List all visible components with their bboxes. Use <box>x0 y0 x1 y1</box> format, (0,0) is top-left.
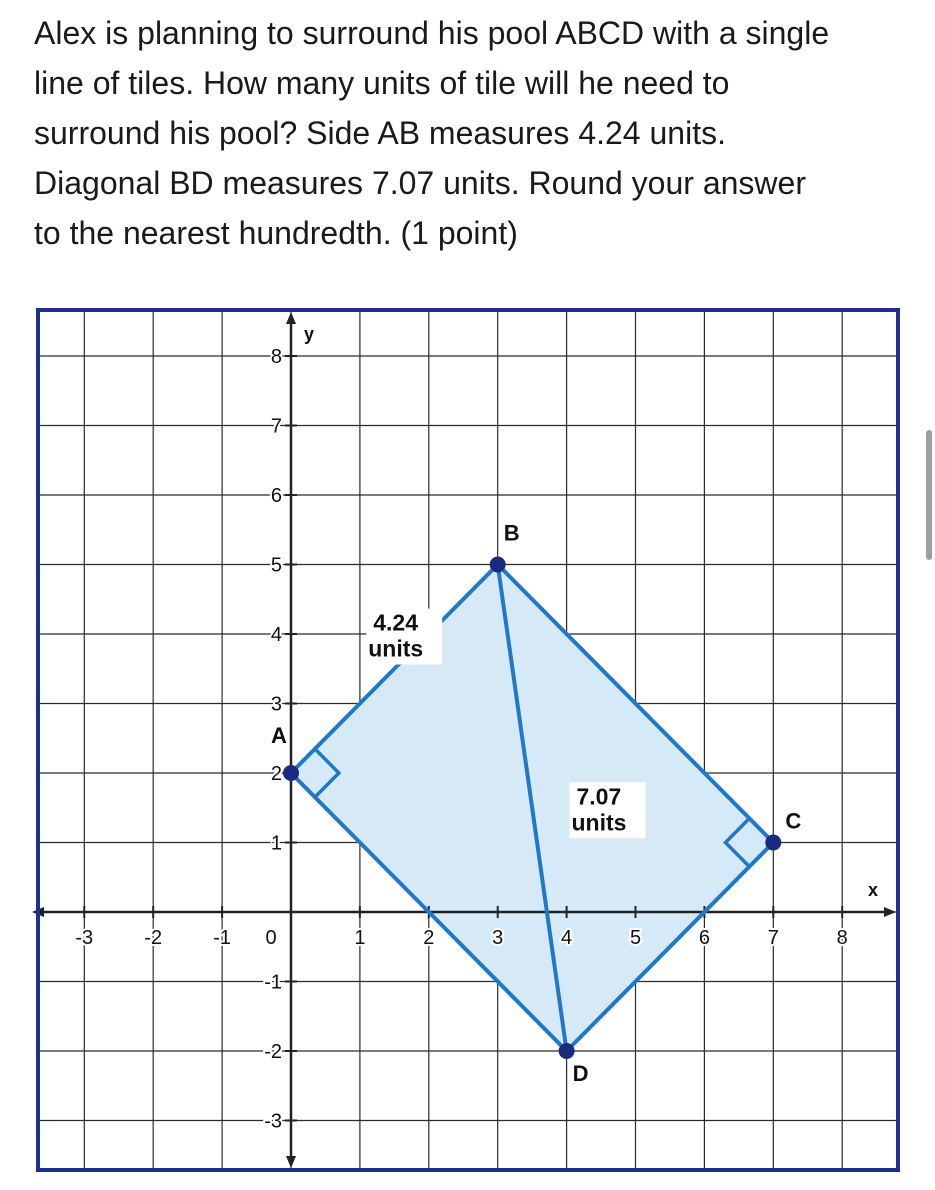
scrollbar[interactable] <box>926 430 932 560</box>
question-line: surround his pool? Side AB measures 4.24 units. <box>34 115 726 151</box>
measurement-value: 4.24 <box>373 609 419 636</box>
vertex-point <box>559 1043 575 1059</box>
y-tick-label: -2 <box>264 1041 282 1063</box>
x-tick-label: 2 <box>423 927 435 949</box>
question-line: to the nearest hundredth. (1 point) <box>34 215 518 251</box>
y-tick-label: 7 <box>270 415 282 438</box>
x-tick-label: -1 <box>213 927 231 949</box>
x-axis-label: x <box>868 880 879 900</box>
question-line: line of tiles. How many units of tile will he need to <box>34 65 730 101</box>
x-tick-label: 4 <box>561 927 573 949</box>
x-tick-label: -3 <box>75 927 94 949</box>
y-tick-label: -1 <box>264 971 282 994</box>
vertex-point <box>490 557 506 573</box>
y-tick-label: 6 <box>270 485 282 507</box>
x-tick-label: 7 <box>767 927 779 949</box>
vertex-label: D <box>572 1061 589 1086</box>
y-axis-label: y <box>304 324 315 344</box>
measurement-value: 7.07 <box>576 783 622 810</box>
vertex-label: C <box>785 808 802 834</box>
y-tick-label: 8 <box>270 346 282 368</box>
x-tick-label: 8 <box>836 927 848 949</box>
vertex-label: A <box>271 723 287 748</box>
y-tick-label: 2 <box>270 763 282 785</box>
y-tick-label: 4 <box>270 624 282 646</box>
measurement-unit: units <box>571 809 627 836</box>
x-tick-label: 0 <box>265 927 277 949</box>
y-tick-label: 3 <box>270 693 282 716</box>
question-text <box>34 8 914 258</box>
question-line: Diagonal BD measures 7.07 units. Round your answer <box>34 165 806 201</box>
vertex-label: B <box>503 520 520 546</box>
x-tick-label: 6 <box>698 927 710 949</box>
x-tick-label: 1 <box>354 927 366 949</box>
y-tick-label: -3 <box>264 1110 282 1133</box>
question-line: Alex is planning to surround his pool ABCD with a single <box>34 15 830 51</box>
measurement-unit: units <box>368 635 424 662</box>
x-tick-label: 3 <box>492 927 504 949</box>
vertex-point <box>765 835 781 851</box>
y-tick-label: 5 <box>270 554 282 577</box>
vertex-point <box>283 765 299 781</box>
y-tick-label: 1 <box>270 832 282 855</box>
coordinate-graph <box>0 300 935 1190</box>
x-tick-label: 5 <box>629 927 642 949</box>
x-tick-label: -2 <box>144 927 163 949</box>
